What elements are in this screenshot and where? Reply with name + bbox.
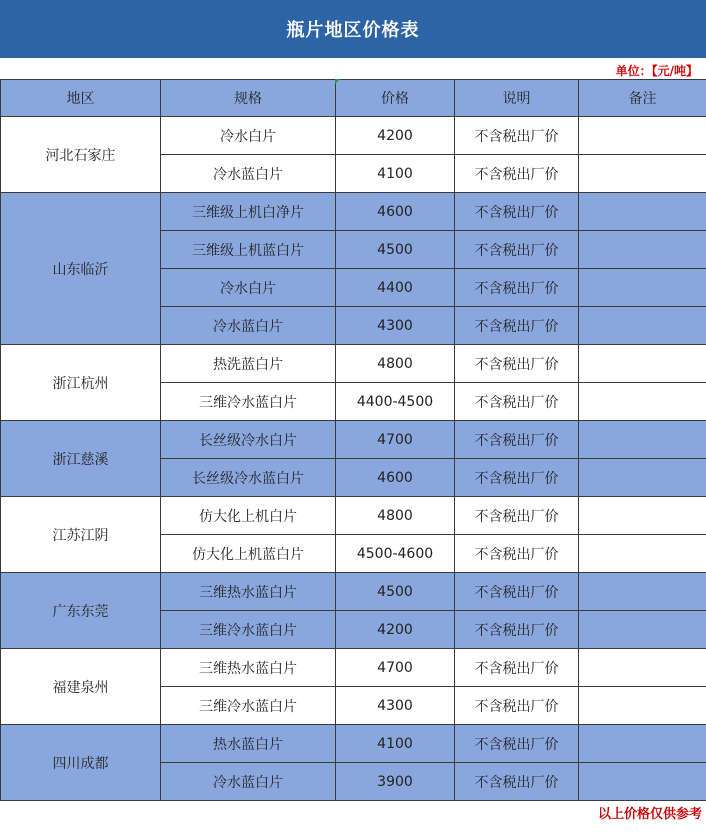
remark-cell[interactable] [579,535,706,573]
description-cell[interactable]: 不含税出厂价 [455,573,579,611]
remark-cell[interactable] [579,763,706,801]
remark-cell[interactable] [579,459,706,497]
remark-cell[interactable] [579,193,706,231]
price-cell[interactable]: 4500 [336,573,455,611]
table-row [1,421,706,459]
header-region: 地区 [1,80,161,117]
remark-cell[interactable] [579,345,706,383]
table-row [1,345,706,383]
description-cell[interactable]: 不含税出厂价 [455,269,579,307]
description-cell[interactable]: 不含税出厂价 [455,421,579,459]
header-spec: 规格 [161,80,336,117]
description-cell[interactable]: 不含税出厂价 [455,725,579,763]
description-cell[interactable]: 不含税出厂价 [455,193,579,231]
price-cell[interactable]: 4800 [336,497,455,535]
spec-cell[interactable]: 长丝级冷水白片 [161,421,336,459]
spec-cell[interactable]: 三维热水蓝白片 [161,649,336,687]
price-cell[interactable]: 4700 [336,649,455,687]
table-row [1,193,706,231]
table-body [1,117,706,801]
price-cell[interactable]: 4100 [336,155,455,193]
description-cell[interactable]: 不含税出厂价 [455,117,579,155]
price-cell[interactable]: 4600 [336,459,455,497]
spec-cell[interactable]: 三维冷水蓝白片 [161,383,336,421]
remark-cell[interactable] [579,307,706,345]
spec-cell[interactable]: 冷水白片 [161,269,336,307]
price-cell[interactable]: 4400-4500 [336,383,455,421]
price-cell[interactable]: 4700 [336,421,455,459]
description-cell[interactable]: 不含税出厂价 [455,649,579,687]
spec-cell[interactable]: 冷水蓝白片 [161,763,336,801]
price-cell[interactable]: 4800 [336,345,455,383]
remark-cell[interactable] [579,573,706,611]
region-cell[interactable]: 河北石家庄 [1,117,161,193]
region-cell[interactable]: 浙江慈溪 [1,421,161,497]
remark-cell[interactable] [579,611,706,649]
spec-cell[interactable]: 三维冷水蓝白片 [161,687,336,725]
description-cell[interactable]: 不含税出厂价 [455,155,579,193]
price-cell[interactable]: 4300 [336,307,455,345]
price-cell[interactable]: 4300 [336,687,455,725]
table-row [1,725,706,763]
table-row [1,649,706,687]
region-cell[interactable]: 江苏江阴 [1,497,161,573]
remark-cell[interactable] [579,649,706,687]
price-cell[interactable]: 4500 [336,231,455,269]
spec-cell[interactable]: 热洗蓝白片 [161,345,336,383]
unit-label: 单位：【元/吨】 [615,64,698,78]
remark-cell[interactable] [579,687,706,725]
price-cell[interactable]: 4600 [336,193,455,231]
header-remark: 备注 [579,80,706,117]
description-cell[interactable]: 不含税出厂价 [455,231,579,269]
unit-row [0,60,706,79]
remark-cell[interactable] [579,231,706,269]
remark-cell[interactable] [579,497,706,535]
table-row [1,117,706,155]
remark-cell[interactable] [579,383,706,421]
spec-cell[interactable]: 三维冷水蓝白片 [161,611,336,649]
spec-cell[interactable]: 热水蓝白片 [161,725,336,763]
description-cell[interactable]: 不含税出厂价 [455,687,579,725]
region-cell[interactable]: 山东临沂 [1,193,161,345]
remark-cell[interactable] [579,269,706,307]
price-cell[interactable]: 4200 [336,611,455,649]
price-cell[interactable]: 4400 [336,269,455,307]
price-cell[interactable]: 4500-4600 [336,535,455,573]
spec-cell[interactable]: 三维级上机白净片 [161,193,336,231]
table-row [1,497,706,535]
description-cell[interactable]: 不含税出厂价 [455,459,579,497]
remark-cell[interactable] [579,117,706,155]
spec-cell[interactable]: 三维级上机蓝白片 [161,231,336,269]
footnote: 以上价格仅供参考 [597,807,702,822]
price-cell[interactable]: 4200 [336,117,455,155]
region-cell[interactable]: 福建泉州 [1,649,161,725]
cell-comment-marker [335,79,340,84]
description-cell[interactable]: 不含税出厂价 [455,497,579,535]
table-row [1,573,706,611]
description-cell[interactable]: 不含税出厂价 [455,345,579,383]
remark-cell[interactable] [579,725,706,763]
region-cell[interactable]: 浙江杭州 [1,345,161,421]
header-description: 说明 [455,80,579,117]
description-cell[interactable]: 不含税出厂价 [455,383,579,421]
description-cell[interactable]: 不含税出厂价 [455,763,579,801]
spec-cell[interactable]: 冷水蓝白片 [161,155,336,193]
region-cell[interactable]: 广东东莞 [1,573,161,649]
spec-cell[interactable]: 冷水白片 [161,117,336,155]
price-cell[interactable]: 3900 [336,763,455,801]
sheet-title: 瓶片地区价格表 [0,0,706,58]
description-cell[interactable]: 不含税出厂价 [455,535,579,573]
spec-cell[interactable]: 仿大化上机白片 [161,497,336,535]
table-header-row [1,80,706,117]
remark-cell[interactable] [579,421,706,459]
header-price: 价格 [336,80,455,117]
spec-cell[interactable]: 冷水蓝白片 [161,307,336,345]
remark-cell[interactable] [579,155,706,193]
region-cell[interactable]: 四川成都 [1,725,161,801]
price-table [0,79,706,801]
description-cell[interactable]: 不含税出厂价 [455,611,579,649]
description-cell[interactable]: 不含税出厂价 [455,307,579,345]
price-cell[interactable]: 4100 [336,725,455,763]
spec-cell[interactable]: 仿大化上机蓝白片 [161,535,336,573]
spec-cell[interactable]: 三维热水蓝白片 [161,573,336,611]
spec-cell[interactable]: 长丝级冷水蓝白片 [161,459,336,497]
